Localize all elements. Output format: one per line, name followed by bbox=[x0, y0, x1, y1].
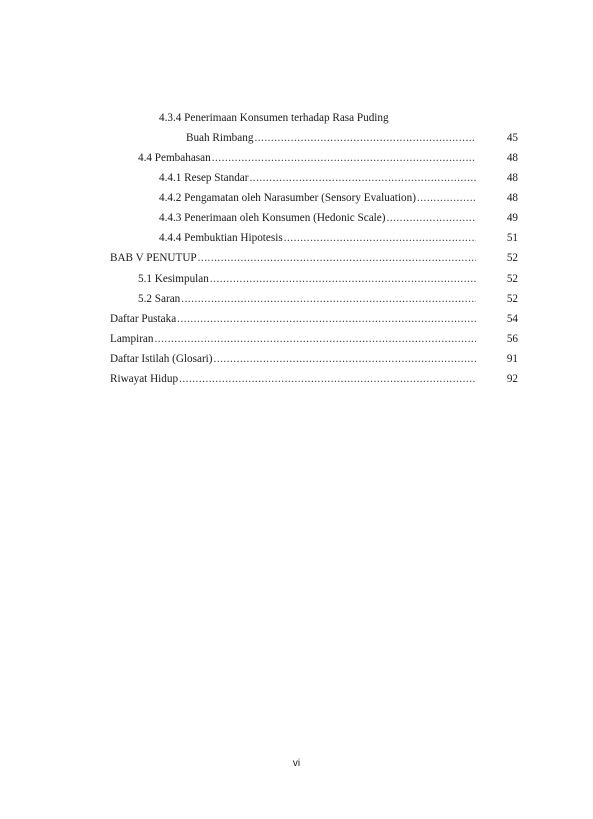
toc-entry-4-4-3 bbox=[0, 210, 593, 226]
toc-entry-label: Lampiran bbox=[110, 333, 154, 345]
toc-entry-label: BAB V PENUTUP bbox=[110, 252, 197, 264]
toc-entry-4-3-4 bbox=[0, 110, 593, 126]
toc-entry-page: 49 bbox=[506, 212, 518, 224]
toc-entry-riwayat-hidup bbox=[0, 371, 593, 387]
toc-entry-label: 4.4.1 Resep Standar bbox=[159, 172, 249, 184]
toc-entry-label: 5.2 Saran bbox=[138, 293, 181, 305]
dot-leader bbox=[254, 130, 476, 146]
dot-leader bbox=[249, 170, 476, 186]
toc-entry-4-4-4 bbox=[0, 230, 593, 246]
dot-leader bbox=[181, 291, 476, 307]
toc-entry-page: 48 bbox=[506, 152, 518, 164]
toc-entry-label: 4.4 Pembahasan bbox=[138, 152, 211, 164]
toc-entry-5-1 bbox=[0, 271, 593, 287]
toc-entry-page: 48 bbox=[506, 192, 518, 204]
toc-entry-4-4-1 bbox=[0, 170, 593, 186]
toc-entry-page: 54 bbox=[506, 313, 518, 325]
dot-leader bbox=[155, 331, 477, 347]
toc-entry-page: 52 bbox=[506, 273, 518, 285]
toc-entry-page: 52 bbox=[506, 252, 518, 264]
toc-entry-page: 92 bbox=[506, 373, 518, 385]
dot-leader bbox=[214, 351, 476, 367]
toc-entry-label: Riwayat Hidup bbox=[110, 373, 179, 385]
toc-entry-label: Buah Rimbang bbox=[186, 132, 254, 144]
toc-entry-page: 51 bbox=[506, 232, 518, 244]
dot-leader bbox=[210, 271, 476, 287]
toc-entry-label: Daftar Pustaka bbox=[110, 313, 177, 325]
toc-entry-label: Daftar Istilah (Glosari) bbox=[110, 353, 213, 365]
toc-entry-page: 45 bbox=[506, 132, 518, 144]
dot-leader bbox=[212, 150, 476, 166]
toc-entry-page: 48 bbox=[506, 172, 518, 184]
page-number: vi bbox=[292, 758, 301, 769]
toc-entry-page: 91 bbox=[506, 353, 518, 365]
dot-leader bbox=[177, 311, 476, 327]
toc-entry-bab-v bbox=[0, 250, 593, 266]
toc-entry-label: 4.4.3 Penerimaan oleh Konsumen (Hedonic Scale) bbox=[159, 212, 386, 224]
toc-entry-label: 4.3.4 Penerimaan Konsumen terhadap Rasa Puding bbox=[159, 112, 389, 124]
dot-leader bbox=[284, 230, 476, 246]
toc-entry-label: 5.1 Kesimpulan bbox=[138, 273, 209, 285]
toc-entry-4-4 bbox=[0, 150, 593, 166]
toc-entry-page: 56 bbox=[506, 333, 518, 345]
toc-entry-daftar-pustaka bbox=[0, 311, 593, 327]
dot-leader bbox=[386, 210, 476, 226]
toc-entry-4-4-2 bbox=[0, 190, 593, 206]
toc-entry-lampiran bbox=[0, 331, 593, 347]
toc-entry-4-3-4-cont bbox=[0, 130, 593, 146]
toc-entry-label: 4.4.4 Pembuktian Hipotesis bbox=[159, 232, 283, 244]
toc-entry-page: 52 bbox=[506, 293, 518, 305]
dot-leader bbox=[198, 250, 476, 266]
dot-leader bbox=[179, 371, 476, 387]
toc-entry-label: 4.4.2 Pengamatan oleh Narasumber (Sensory Evaluation) bbox=[159, 192, 416, 204]
dot-leader bbox=[417, 190, 476, 206]
toc-entry-5-2 bbox=[0, 291, 593, 307]
toc-entry-daftar-istilah bbox=[0, 351, 593, 367]
